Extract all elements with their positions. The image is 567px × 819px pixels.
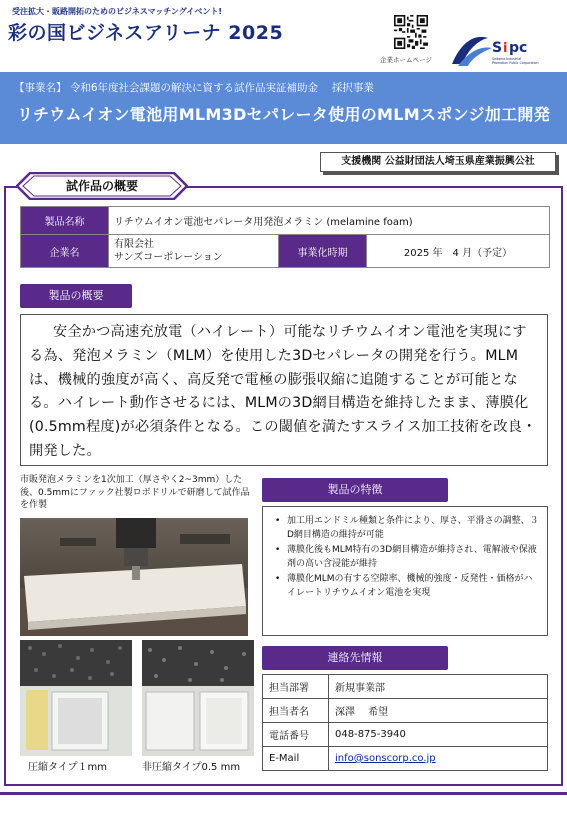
svg-text:S: S	[492, 40, 503, 56]
contact-phone-label: 電話番号	[263, 723, 329, 747]
non-compressed-sample-photo	[142, 640, 254, 756]
table-row	[263, 723, 548, 747]
page-header	[0, 0, 567, 72]
list-item: • 加工用エンドミル種類と条件により、厚さ、平滑さの調整、３D網目構造の維持が可能	[271, 515, 539, 542]
svg-text:pc: pc	[509, 40, 528, 56]
product-info-table	[20, 206, 550, 268]
contact-email-cell	[329, 747, 548, 771]
table-row	[21, 207, 550, 235]
qr-label: 企業ホームページ	[380, 56, 432, 64]
support-organization: 支援機関 公益財団法人埼玉県産業振興公社	[320, 152, 556, 172]
table-row	[263, 699, 548, 723]
company-value	[109, 235, 279, 268]
svg-text:i: i	[503, 41, 508, 56]
company-line1: 有限会社	[114, 239, 154, 250]
contact-email-link[interactable]: info@sonscorp.co.jp	[335, 753, 436, 764]
contact-person-value: 深澤 希望	[329, 699, 548, 723]
product-name-value: リチウムイオン電池セパレータ用発泡メラミン (melamine foam)	[109, 207, 550, 235]
company-label: 企業名	[21, 235, 109, 268]
event-logo-part-b: ビジネスアリーナ 2025	[66, 22, 284, 44]
caption-compressed: 圧縮タイプ１mm	[28, 762, 107, 773]
qr-code-icon[interactable]	[394, 15, 428, 49]
contact-dept-value: 新規事業部	[329, 675, 548, 699]
features-label: 製品の特徴	[262, 478, 448, 502]
timing-label: 事業化時期	[279, 235, 367, 268]
contact-email-label: E-Mail	[263, 747, 329, 771]
event-tagline: 受注拡大・販路開拓のためのビジネスマッチングイベント!	[12, 7, 222, 16]
product-name-label: 製品名称	[21, 207, 109, 235]
company-line2: サンズコーポレーション	[114, 252, 223, 263]
table-row	[263, 747, 548, 771]
event-logo	[8, 18, 283, 45]
svg-text:Saitama Industrial: Saitama Industrial	[492, 57, 522, 61]
list-item: • 薄膜化MLMの有する空隙率、機械的強度・反発性・価格がハイレートリチウムイオン電池を実現	[271, 573, 539, 600]
list-item: • 薄膜化後もMLM特有の3D網目構造が維持され、電解液や保液剤の高い含浸能が維持	[271, 544, 539, 571]
table-row	[263, 675, 548, 699]
machining-photo	[20, 518, 248, 636]
contact-dept-label: 担当部署	[263, 675, 329, 699]
overview-label: 製品の概要	[20, 284, 132, 308]
overview-text	[20, 314, 548, 466]
project-banner	[0, 72, 567, 144]
contact-label: 連絡先情報	[262, 646, 448, 670]
event-logo-part-a: 彩の国	[8, 22, 67, 44]
overview-body: 安全かつ高速充放電（ハイレート）可能なリチウムイオン電池を実現にする為、発泡メラミン（MLM）を使用した3Dセパレータの開発を行う。MLMは、機械的強度が高く、高反発で電極の膨張収縮に追随することが可能となる。ハイレート動作させるには、MLMの3D網目構造を維持したまま、薄膜化(0.5mm程度)が必須条件となる。この閾値を満たすスライス加工技術を改良・開発した。	[29, 324, 537, 459]
caption-non-compressed: 非圧縮タイプ0.5 mm	[142, 762, 241, 773]
contact-phone-value: 048-875-3940	[329, 723, 548, 747]
photo-caption: 市販発泡メラミンを1次加工（厚さやく2~3mm）した後、0.5mmにファック社製ロボドリルで研磨して試作品を作製	[20, 475, 250, 510]
section-title: 試作品の概要	[65, 179, 138, 193]
sipc-logo	[448, 30, 558, 70]
table-row	[21, 235, 550, 268]
timing-value: 2025 年 4 月（予定）	[367, 235, 550, 268]
footer-rule	[0, 792, 567, 795]
contact-table	[262, 674, 548, 771]
compressed-sample-photo	[20, 640, 132, 756]
project-title: リチウムイオン電池用MLM3Dセパレータ使用のMLMスポンジ加工開発	[16, 105, 550, 124]
project-subtitle: 【事業名】 令和6年度社会課題の解決に資する試作品実証補助金 採択事業	[14, 82, 374, 94]
contact-person-label: 担当者名	[263, 699, 329, 723]
svg-text:Promotion Public Corporation: Promotion Public Corporation	[492, 61, 539, 65]
features-list	[262, 506, 548, 636]
